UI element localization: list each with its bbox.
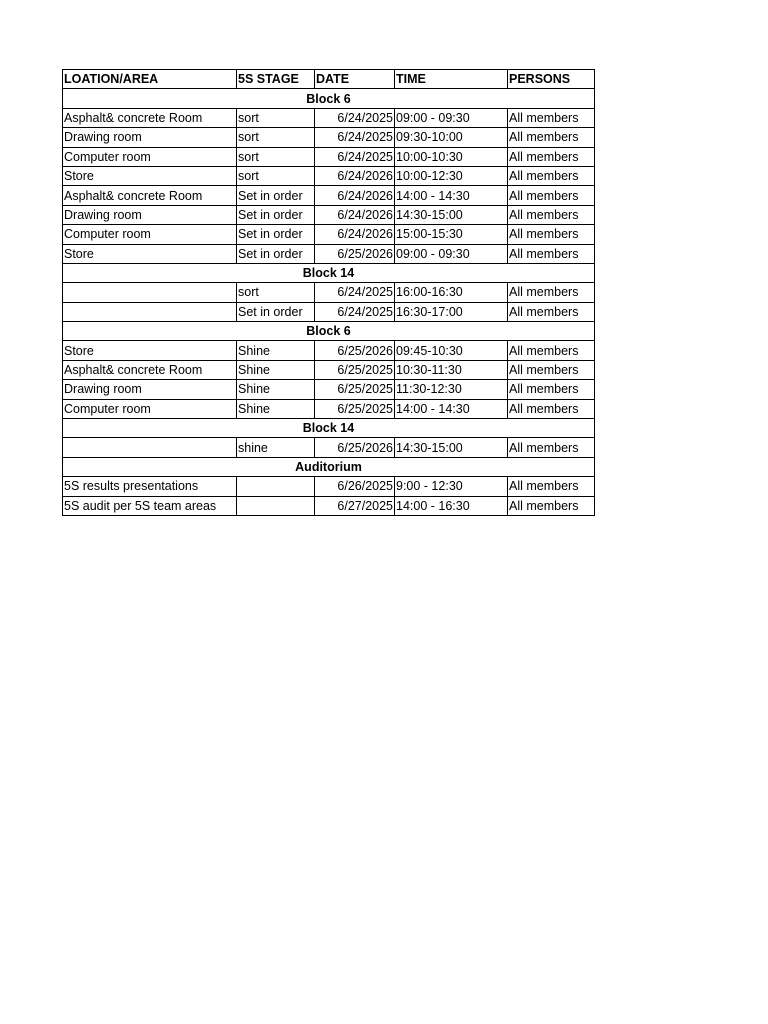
cell-location: Drawing room	[63, 380, 237, 399]
table-row	[63, 225, 595, 244]
cell-5s-stage: Shine	[237, 380, 315, 399]
cell-5s-stage	[237, 477, 315, 496]
group-label: Auditorium	[63, 457, 595, 476]
cell-date: 6/24/2026	[315, 166, 395, 185]
cell-5s-stage: Set in order	[237, 244, 315, 263]
cell-location: Computer room	[63, 147, 237, 166]
cell-location: Store	[63, 341, 237, 360]
table-row	[63, 302, 595, 321]
cell-location	[63, 283, 237, 302]
table-row	[63, 360, 595, 379]
cell-5s-stage: Shine	[237, 399, 315, 418]
cell-location: Store	[63, 244, 237, 263]
group-label: Block 6	[63, 322, 595, 341]
cell-location: Drawing room	[63, 205, 237, 224]
cell-date: 6/25/2026	[315, 438, 395, 457]
cell-time: 14:00 - 14:30	[395, 186, 508, 205]
cell-location: 5S audit per 5S team areas	[63, 496, 237, 515]
cell-persons: All members	[508, 244, 595, 263]
cell-date: 6/24/2026	[315, 186, 395, 205]
cell-location	[63, 438, 237, 457]
cell-persons: All members	[508, 108, 595, 127]
header-location: LOATION/AREA	[63, 70, 237, 89]
cell-time: 09:45-10:30	[395, 341, 508, 360]
table-row	[63, 244, 595, 263]
group-header-row	[63, 457, 595, 476]
group-label: Block 14	[63, 263, 595, 282]
header-row	[63, 70, 595, 89]
cell-date: 6/24/2026	[315, 205, 395, 224]
table-row	[63, 166, 595, 185]
cell-5s-stage: Shine	[237, 360, 315, 379]
cell-persons: All members	[508, 399, 595, 418]
cell-date: 6/25/2026	[315, 341, 395, 360]
cell-5s-stage: Set in order	[237, 302, 315, 321]
cell-date: 6/24/2026	[315, 225, 395, 244]
cell-persons: All members	[508, 477, 595, 496]
table-row	[63, 341, 595, 360]
cell-time: 09:00 - 09:30	[395, 244, 508, 263]
cell-5s-stage	[237, 496, 315, 515]
header-date: DATE	[315, 70, 395, 89]
schedule-table	[62, 69, 595, 516]
schedule-body	[63, 89, 595, 516]
group-header-row	[63, 322, 595, 341]
cell-date: 6/24/2025	[315, 108, 395, 127]
cell-5s-stage: shine	[237, 438, 315, 457]
cell-location: Asphalt& concrete Room	[63, 108, 237, 127]
cell-location: Asphalt& concrete Room	[63, 360, 237, 379]
cell-persons: All members	[508, 147, 595, 166]
cell-location: Asphalt& concrete Room	[63, 186, 237, 205]
cell-date: 6/25/2025	[315, 380, 395, 399]
table-row	[63, 186, 595, 205]
group-header-row	[63, 89, 595, 108]
cell-date: 6/25/2025	[315, 399, 395, 418]
table-row	[63, 438, 595, 457]
cell-persons: All members	[508, 128, 595, 147]
table-row	[63, 147, 595, 166]
cell-time: 10:00-12:30	[395, 166, 508, 185]
header-persons: PERSONS	[508, 70, 595, 89]
table-row	[63, 477, 595, 496]
table-row	[63, 128, 595, 147]
cell-time: 9:00 - 12:30	[395, 477, 508, 496]
cell-time: 11:30-12:30	[395, 380, 508, 399]
cell-time: 09:30-10:00	[395, 128, 508, 147]
header-time: TIME	[395, 70, 508, 89]
cell-time: 14:30-15:00	[395, 438, 508, 457]
cell-5s-stage: sort	[237, 108, 315, 127]
cell-date: 6/24/2025	[315, 302, 395, 321]
cell-time: 09:00 - 09:30	[395, 108, 508, 127]
table-row	[63, 496, 595, 515]
cell-date: 6/27/2025	[315, 496, 395, 515]
cell-5s-stage: sort	[237, 128, 315, 147]
cell-5s-stage: Set in order	[237, 205, 315, 224]
cell-time: 16:00-16:30	[395, 283, 508, 302]
cell-persons: All members	[508, 225, 595, 244]
cell-time: 15:00-15:30	[395, 225, 508, 244]
cell-persons: All members	[508, 166, 595, 185]
cell-5s-stage: Set in order	[237, 186, 315, 205]
cell-location: Computer room	[63, 399, 237, 418]
cell-persons: All members	[508, 496, 595, 515]
cell-5s-stage: Set in order	[237, 225, 315, 244]
group-label: Block 6	[63, 89, 595, 108]
cell-location: 5S results presentations	[63, 477, 237, 496]
cell-time: 14:00 - 14:30	[395, 399, 508, 418]
cell-date: 6/25/2025	[315, 360, 395, 379]
cell-date: 6/26/2025	[315, 477, 395, 496]
cell-time: 10:00-10:30	[395, 147, 508, 166]
table-row	[63, 380, 595, 399]
cell-5s-stage: sort	[237, 283, 315, 302]
cell-location: Store	[63, 166, 237, 185]
cell-date: 6/24/2025	[315, 283, 395, 302]
cell-date: 6/24/2025	[315, 128, 395, 147]
cell-date: 6/24/2025	[315, 147, 395, 166]
cell-persons: All members	[508, 341, 595, 360]
cell-persons: All members	[508, 380, 595, 399]
cell-persons: All members	[508, 283, 595, 302]
table-row	[63, 205, 595, 224]
cell-persons: All members	[508, 205, 595, 224]
cell-persons: All members	[508, 360, 595, 379]
cell-location: Computer room	[63, 225, 237, 244]
cell-time: 14:30-15:00	[395, 205, 508, 224]
cell-persons: All members	[508, 186, 595, 205]
cell-time: 14:00 - 16:30	[395, 496, 508, 515]
group-header-row	[63, 419, 595, 438]
cell-location: Drawing room	[63, 128, 237, 147]
table-row	[63, 108, 595, 127]
cell-location	[63, 302, 237, 321]
cell-5s-stage: Shine	[237, 341, 315, 360]
group-header-row	[63, 263, 595, 282]
group-label: Block 14	[63, 419, 595, 438]
cell-persons: All members	[508, 302, 595, 321]
cell-time: 16:30-17:00	[395, 302, 508, 321]
cell-5s-stage: sort	[237, 166, 315, 185]
header-5s-stage: 5S STAGE	[237, 70, 315, 89]
cell-date: 6/25/2026	[315, 244, 395, 263]
table-row	[63, 399, 595, 418]
table-row	[63, 283, 595, 302]
cell-time: 10:30-11:30	[395, 360, 508, 379]
cell-persons: All members	[508, 438, 595, 457]
cell-5s-stage: sort	[237, 147, 315, 166]
